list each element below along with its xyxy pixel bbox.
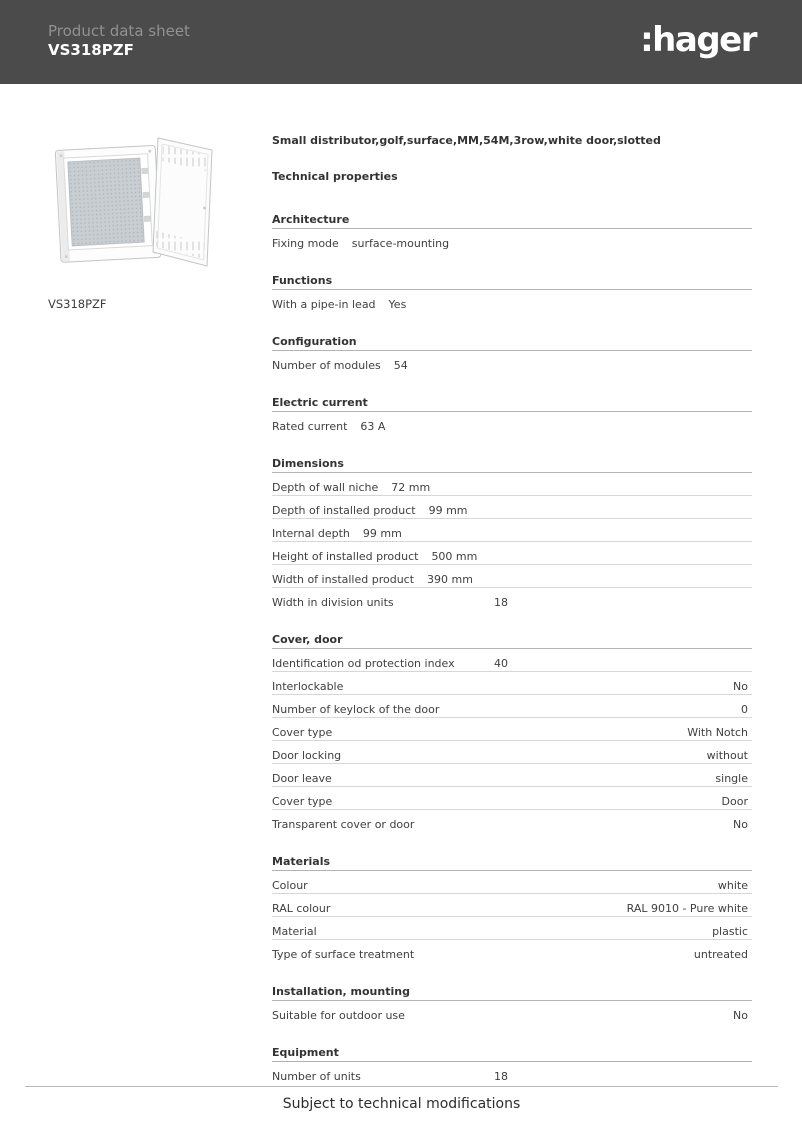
product-code: VS318PZF (48, 41, 134, 59)
technical-properties-heading: Technical properties (272, 170, 398, 183)
spec-row (272, 871, 752, 894)
spec-label: RAL colour (272, 902, 331, 915)
spec-label: Number of units (272, 1070, 361, 1083)
spec-value: untreated (693, 948, 748, 961)
spec-section (272, 213, 752, 251)
doc-type-label: Product data sheet (48, 22, 190, 40)
section-title: Dimensions (272, 457, 752, 473)
spec-label: Depth of installed product (272, 504, 416, 517)
spec-row (272, 672, 752, 695)
spec-section (272, 985, 752, 1023)
spec-value: 18 (494, 1070, 508, 1083)
spec-label: Width of installed product (272, 573, 415, 586)
spec-row (272, 764, 752, 787)
spec-value: 18 (494, 596, 508, 609)
enclosure-illustration (46, 132, 216, 280)
spec-value: RAL 9010 - Pure white (626, 902, 748, 915)
spec-label: Colour (272, 879, 308, 892)
spec-label: Door locking (272, 749, 342, 762)
spec-row (272, 351, 752, 373)
spec-value: 390 mm (427, 573, 473, 586)
page-footer (25, 1086, 778, 1112)
spec-label: Depth of wall niche (272, 481, 379, 494)
section-title: Equipment (272, 1046, 752, 1062)
hager-logo: :hager (640, 20, 756, 60)
section-title: Functions (272, 274, 752, 290)
spec-row (272, 1001, 752, 1023)
spec-column (272, 134, 752, 1107)
section-title: Architecture (272, 213, 752, 229)
spec-row (272, 588, 752, 610)
spec-row (272, 940, 752, 962)
spec-row (272, 473, 752, 496)
spec-row (272, 519, 752, 542)
header-text-block (48, 22, 190, 60)
spec-value: 40 (494, 657, 508, 670)
spec-label: Fixing mode (272, 237, 339, 250)
spec-value: 63 A (360, 420, 386, 433)
spec-row (272, 894, 752, 917)
spec-row (272, 787, 752, 810)
spec-row (272, 741, 752, 764)
spec-label: Type of surface treatment (272, 948, 415, 961)
document-title: Small distributor,golf,surface,MM,54M,3row,white door,slotted (272, 134, 661, 147)
product-photo (46, 132, 216, 280)
spec-label: Cover type (272, 795, 333, 808)
spec-label: Width in division units (272, 596, 394, 609)
spec-row (272, 695, 752, 718)
spec-row (272, 810, 752, 832)
spec-section (272, 335, 752, 373)
spec-label: Number of modules (272, 359, 381, 372)
spec-section (272, 274, 752, 312)
spec-value: white (717, 879, 748, 892)
spec-value: surface-mounting (351, 237, 450, 250)
spec-label: Internal depth (272, 527, 350, 540)
spec-label: Height of installed product (272, 550, 419, 563)
spec-row (272, 718, 752, 741)
spec-section (272, 633, 752, 832)
spec-label: Door leave (272, 772, 332, 785)
spec-row (272, 290, 752, 312)
section-title: Materials (272, 855, 752, 871)
spec-value: 72 mm (391, 481, 431, 494)
spec-section (272, 1046, 752, 1084)
spec-value: No (733, 818, 748, 831)
spec-label: Interlockable (272, 680, 344, 693)
spec-value: 0 (741, 703, 748, 716)
footer-note: Subject to technical modifications (282, 1096, 521, 1112)
spec-row (272, 229, 752, 251)
spec-sections (272, 213, 752, 1084)
spec-value: plastic (712, 925, 748, 938)
page-header (0, 0, 802, 84)
spec-label: Transparent cover or door (272, 818, 415, 831)
spec-section (272, 855, 752, 962)
spec-label: Material (272, 925, 317, 938)
spec-value: 500 mm (431, 550, 478, 563)
spec-row (272, 542, 752, 565)
section-title: Configuration (272, 335, 752, 351)
spec-label: Rated current (272, 420, 348, 433)
spec-label: With a pipe-in lead (272, 298, 376, 311)
spec-section (272, 396, 752, 434)
spec-label: Identification od protection index (272, 657, 455, 670)
spec-value: 99 mm (362, 527, 402, 540)
figure-caption: VS318PZF (48, 297, 107, 311)
spec-label: Cover type (272, 726, 333, 739)
spec-value: 99 mm (428, 504, 468, 517)
spec-value: without (706, 749, 748, 762)
spec-value: single (715, 772, 748, 785)
spec-value: No (733, 1009, 748, 1022)
spec-label: Suitable for outdoor use (272, 1009, 405, 1022)
spec-value: Door (721, 795, 748, 808)
spec-value: With Notch (687, 726, 748, 739)
section-title: Cover, door (272, 633, 752, 649)
spec-value: No (733, 680, 748, 693)
spec-row (272, 1062, 752, 1084)
section-title: Electric current (272, 396, 752, 412)
spec-row (272, 496, 752, 519)
spec-row (272, 649, 752, 672)
spec-value: 54 (393, 359, 408, 372)
section-title: Installation, mounting (272, 985, 752, 1001)
spec-row (272, 917, 752, 940)
spec-row (272, 565, 752, 588)
spec-label: Number of keylock of the door (272, 703, 440, 716)
spec-row (272, 412, 752, 434)
spec-section (272, 457, 752, 610)
spec-value: Yes (388, 298, 407, 311)
